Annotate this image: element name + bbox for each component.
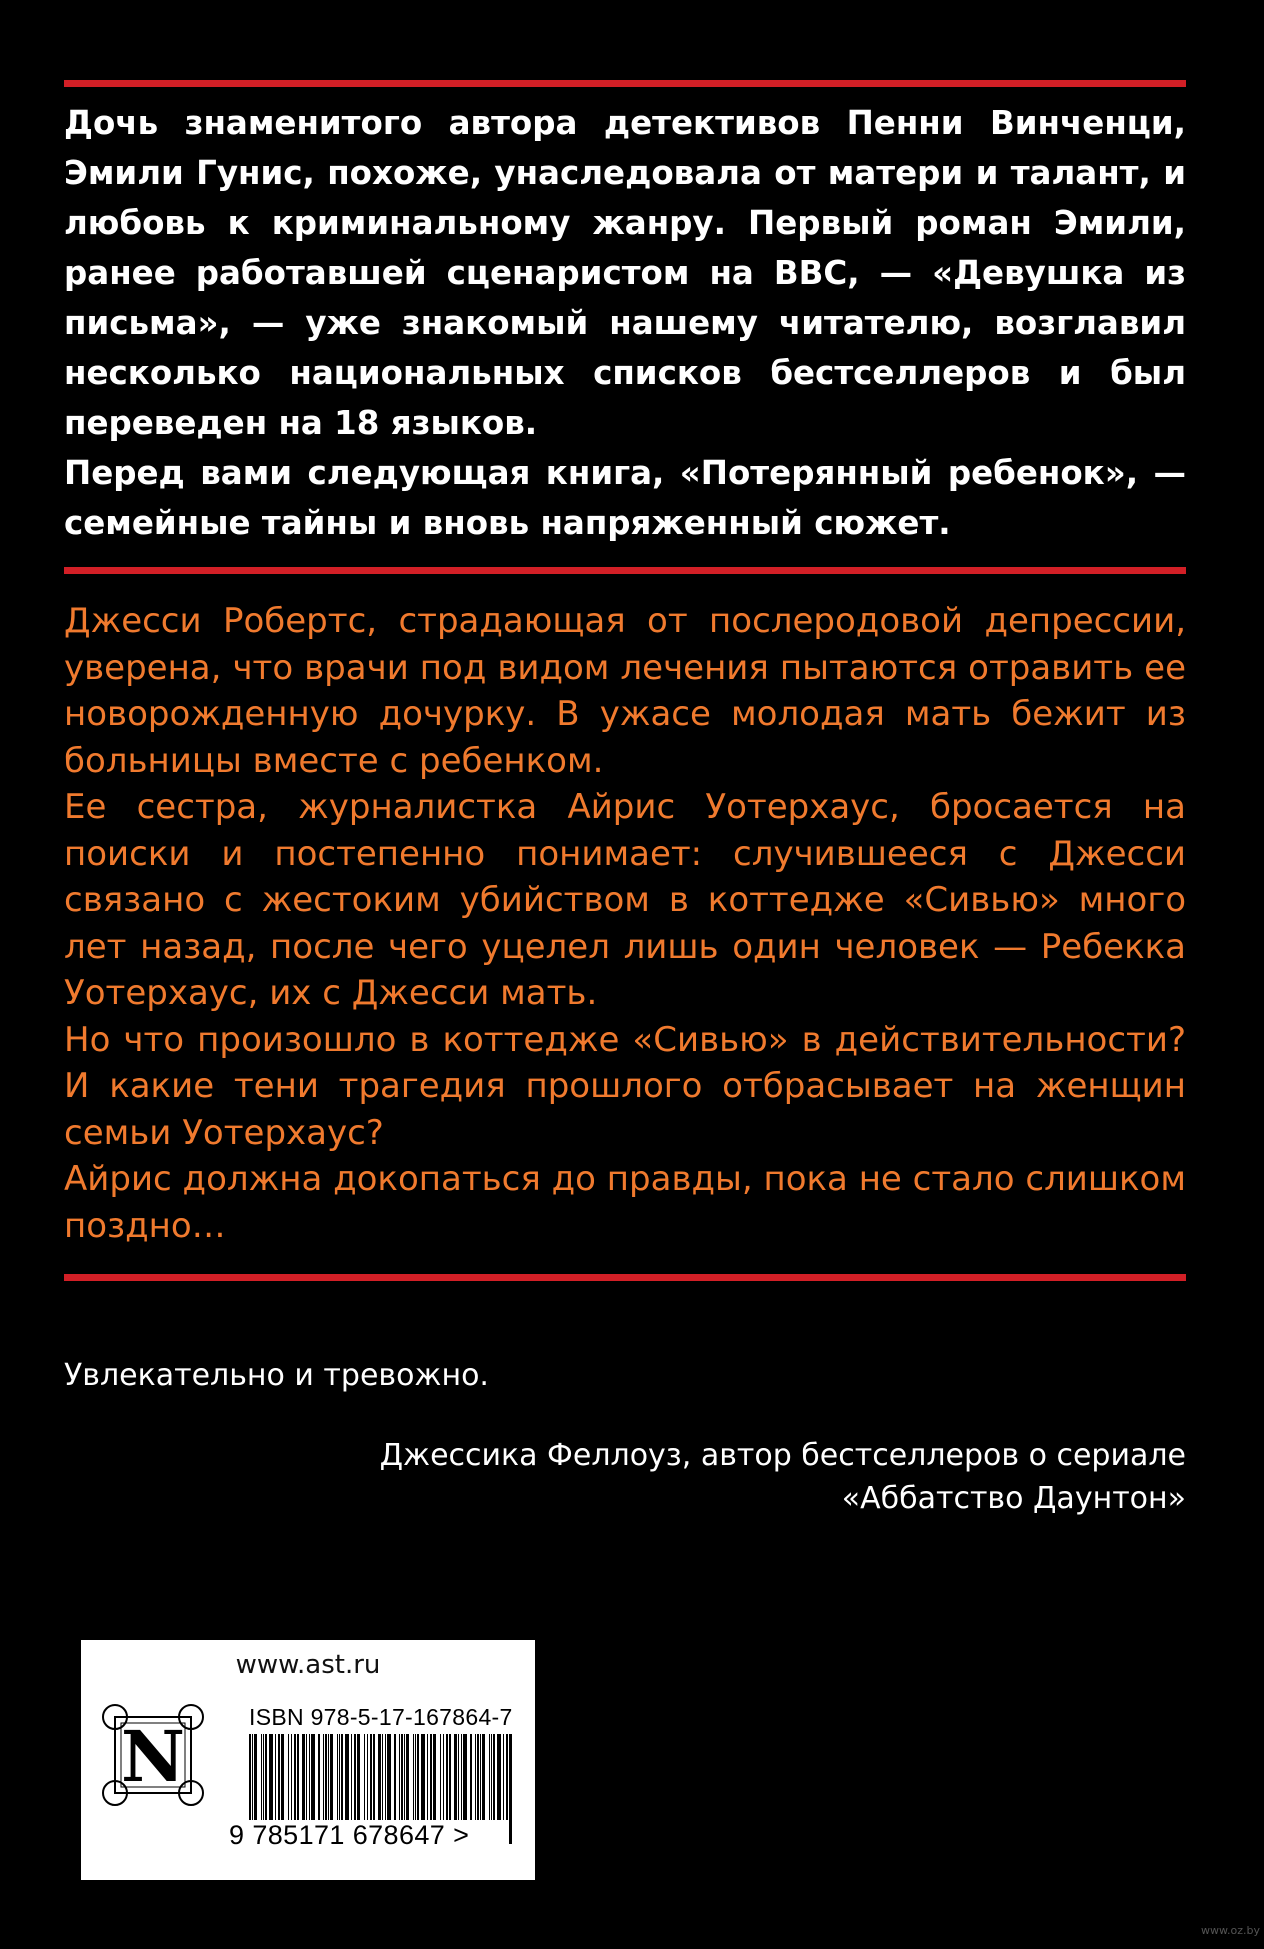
- synopsis-paragraph: Но что произошло в коттедже «Сивью» в действительности? И какие тени трагедия прошлого отбрасывает на женщин семьи Уотерхаус?: [64, 1019, 1186, 1153]
- publisher-website: www.ast.ru: [235, 1650, 381, 1680]
- red-divider-bottom: [64, 1274, 1186, 1281]
- synopsis-paragraph: Ее сестра, журналистка Айрис Уотерхаус, бросается на поиски и постепенно понимает: случившееся с Джесси связано с жестоким убийством в коттедже «Сивью» много лет назад, после чего уцелел лишь один человек — Ребекка Уотерхаус, их с Джесси мать.: [64, 787, 1186, 1013]
- blurb-paragraph: Дочь знаменитого автора детективов Пенни Винченци, Эмили Гунис, похоже, унаследовала от матери и талант, и любовь к криминальному жанру. Первый роман Эмили, ранее работавшей сценаристом на BBC, — «Девушка из письма», — уже знакомый нашему читателю, возглавил несколько национальных списков бестселлеров и был переведен на 18 языков.: [64, 104, 1186, 442]
- synopsis-paragraph: Джесси Робертс, страдающая от послеродовой депрессии, уверена, что врачи под видом лечения пытаются отравить ее новорожденную дочурку. В ужасе молодая мать бежит из больницы вместе с ребенком.: [64, 601, 1186, 781]
- attribution-line: «Аббатство Даунтон»: [841, 1481, 1186, 1516]
- attribution-line: Джессика Феллоуз, автор бестселлеров о сериале: [379, 1438, 1186, 1473]
- blurb-paragraph: Перед вами следующая книга, «Потерянный ребенок», — семейные тайны и вновь напряженный сюжет.: [64, 454, 1186, 542]
- barcode-digits-text: 9 785171 678647 >: [229, 1820, 470, 1850]
- author-blurb: [64, 98, 1186, 548]
- review-attribution: [64, 1434, 1186, 1520]
- synopsis-paragraph: Айрис должна докопаться до правды, пока не стало слишком поздно…: [64, 1159, 1186, 1246]
- barcode-digits: [229, 1820, 529, 1851]
- watermark: www.oz.by: [1201, 1924, 1260, 1937]
- red-divider-top: [64, 80, 1186, 87]
- publisher-logo-icon: [101, 1703, 205, 1807]
- logo-letter: N: [121, 1715, 185, 1798]
- isbn-label: ISBN 978-5-17-167864-7: [249, 1704, 513, 1730]
- red-divider-middle: [64, 567, 1186, 574]
- review-quote: Увлекательно и тревожно.: [64, 1358, 489, 1393]
- barcode-panel: [81, 1640, 535, 1880]
- synopsis: [64, 598, 1186, 1249]
